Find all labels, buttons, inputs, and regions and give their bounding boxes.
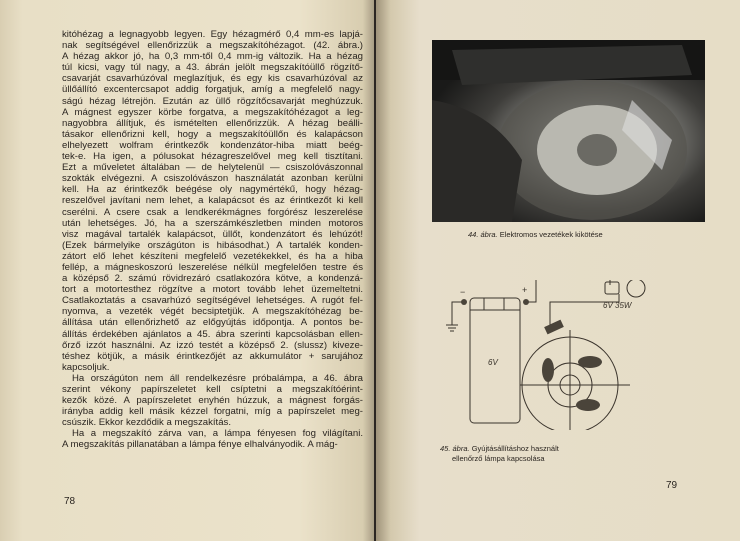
text-line: téshez kötjük, a másik érintkezőjét az akkumulátor + sarujához [62,350,363,362]
text-line: cserélni. A csere csak a lendkerékmágnes forgórész leszerelése [62,206,363,218]
page-number: 79 [666,480,678,491]
text-line: kapcsoljuk. [62,361,110,373]
text-line: tort a motortesthez rögzítve a motort tovább lehet üzemeltetni. [62,284,363,296]
plus-label: + [522,285,528,295]
text-line: a középső 2. számú rövidrezáró csatlakozóra kötve, a kondenzá- [62,273,363,285]
caption-line: Gyújtásállításhoz használt [471,444,559,453]
body-text [62,29,363,451]
battery-label: 6V [488,358,498,367]
figure-44-caption [468,230,603,239]
text-line: kitóhézag a legnagyobb legyen. Egy hézagmérő 0,4 mm-es lapjá- [62,29,363,40]
text-line: A hézag akkor jó, ha 0,3 mm-től 0,4 mm-ig változik. Ha a hézag [62,51,363,63]
figure-45-caption [440,444,559,464]
text-line: nyomva, a vezeték végét becsiptetjük. A megszakítóhézag be- [62,306,363,318]
text-line: elhelyezett wolfram érintkezők kondenzátor-hiba miatt beég- [62,139,363,151]
text-line: visz magával tartalék kalapácsot, üllőt, kondenzátort és lehúzót! [62,228,363,240]
figure-44-photo [432,40,705,222]
text-line: őrző izzót használni. Az izzó testét a középső 2. (slussz) kiveze- [62,339,363,351]
text-line: tek-e. Ha igen, a pólusokat hézagreszelővel meg kell tisztítani. [62,151,363,163]
text-line: Ezt a műveletet általában — de helytelenül — csiszolóvászonnal [62,162,363,174]
text-line: túl kicsi, vagy túl nagy, a 43. ábrán jelölt megszakítóüllő rögzítő- [62,62,363,74]
text-line: A megszakítás pillanatában a lámpa fénye elhalványodik. A mág- [62,439,338,451]
text-line: kezők közé. A papírszeletet enyhén húzzuk, a mágnest forgás- [62,395,363,407]
text-line: Csatlakoztatás a csavarhúzó segítségével lehetséges. A rugót fel- [62,295,363,307]
text-line: kell. Ha az érintkezők beégése oly nagymértékű, hogy hézag- [62,184,363,196]
text-line: csavarját csavarhúzóval meglazítjuk, és egy kis csavarhúzóval az [62,73,363,85]
text-line: szerint vékony papírszeletet kell csíptetni a megszakítóérint- [62,384,363,395]
text-line: állítás érdekében ajánlatos a 45. ábra szerinti kapcsolásban ellen- [62,328,363,340]
minus-label: − [460,287,466,297]
caption-line: ellenőrző lámpa kapcsolása [452,454,545,463]
text-line: nagyobbra állítjuk, és ismételten ellenőrizzük. A hézag beálli- [62,117,363,129]
text-line: A mágnest egyszer körbe forgatva, a megszakítóhézagot a leg- [62,106,363,118]
text-line: ságú hézag létrejön. Ezután az üllő rögzítőcsavarját meghúzzuk. [62,95,363,107]
text-line: zátort elő lehet készíteni megfelelő vezetékekkel, és ha a hiba [62,250,363,262]
figure-45-wiring-diagram [420,280,650,430]
text-line: fellép, a mágneskoszorú leszerelése nélkül megfelelően testre és [62,261,363,273]
bulb-label: 6V 35W [603,301,632,310]
page-number: 78 [64,496,76,507]
text-line: Ha a megszakító zárva van, a lámpa fényesen fog világítani. [72,428,363,440]
text-line: tásakor ellenőrizni kell, hogy a megszakítóüllőn és kalapácson [62,128,363,140]
text-line: csúszik. Ekkor kezdődik a megszakítás. [62,417,232,429]
caption-text: Elektromos vezetékek kikötése [499,230,603,239]
text-line: irányba addig kell másik kézzel forgatni, míg a papírszelet meg- [62,406,363,418]
text-line: (Ezek bármelyike országúton is hibásodhat.) A tartalék konden- [62,239,363,251]
text-line: Ha országúton nem áll rendelkezésre próbalámpa, a 46. ábra [72,372,363,384]
figure-number: 44. ábra. [468,230,498,239]
text-line: üllőállító excentercsapot addig forgatjuk, amíg a megfelelő nagy- [62,84,363,96]
text-line: után lehetséges. Jó, ha a szerszámkészletben minden motoros [62,217,363,229]
text-line: nak segítségével ellenőrizzük a megszakítóhézagot. (42. ábra.) [62,40,363,52]
right-page [376,0,740,541]
figure-number: 45. ábra. [440,444,470,453]
text-line: állítása után ellenőrizhető az előgyújtás időpontja. A pontos be- [62,317,363,329]
text-line: reszelővel javítani nem lehet, a kalapácsot és az érintkezőt ki kell [62,195,363,207]
text-line: szokták elvégezni. A csiszolóvászon használatát azonban kerülni [62,173,363,185]
